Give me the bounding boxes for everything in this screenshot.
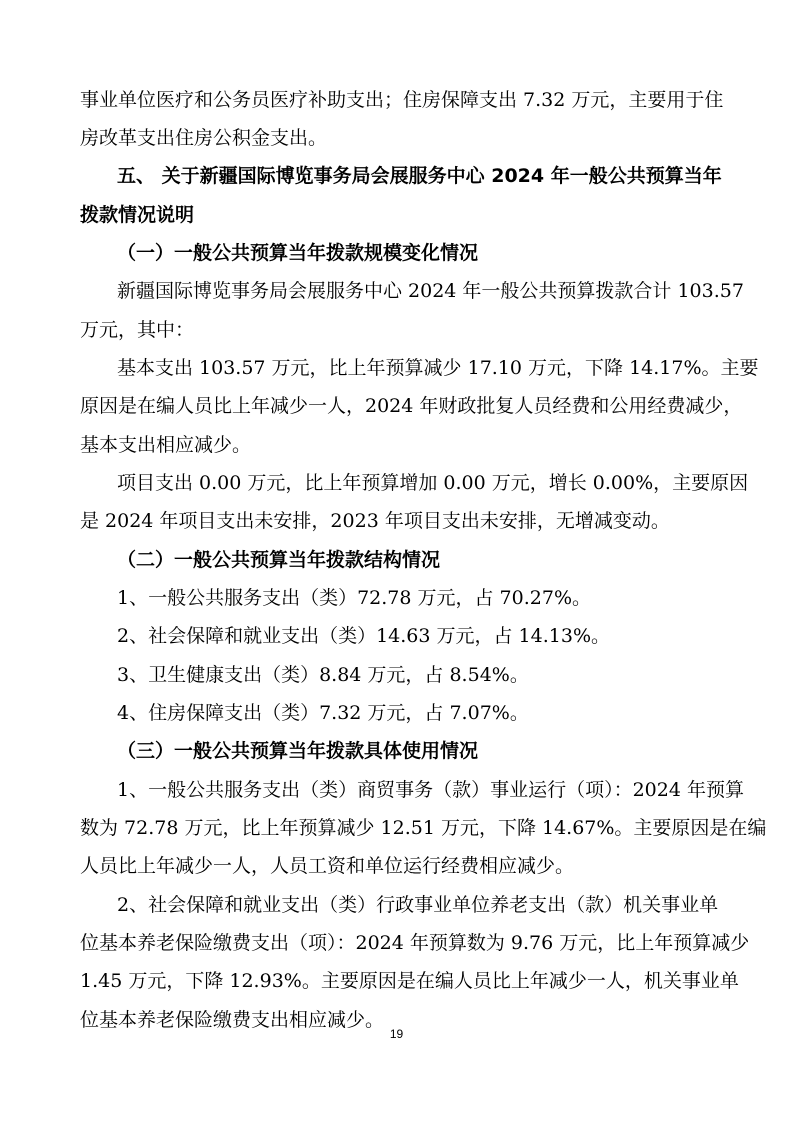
section-heading-continued: 拨款情况说明 <box>80 204 195 226</box>
body-line: 项目支出 0.00 万元，比上年预算增加 0.00 万元，增长 0.00%，主要原因 <box>117 472 749 494</box>
body-line: 是 2024 年项目支出未安排，2023 年项目支出未安排，无增减变动。 <box>80 510 670 532</box>
body-line: 数为 72.78 万元，比上年预算减少 12.51 万元，下降 14.67%。主要原因是在编 <box>80 817 767 839</box>
body-line: 位基本养老保险缴费支出相应减少。 <box>80 1009 385 1031</box>
subsection-heading: （三）一般公共预算当年拨款具体使用情况 <box>117 740 479 762</box>
body-line: 1、一般公共服务支出（类）商贸事务（款）事业运行（项）：2024 年预算 <box>117 779 744 801</box>
list-item: 4、住房保障支出（类）7.32 万元，占 7.07%。 <box>117 702 529 724</box>
body-line: 万元，其中： <box>80 319 195 341</box>
body-line: 新疆国际博览事务局会展服务中心 2024 年一般公共预算拨款合计 103.57 <box>117 280 744 302</box>
section-heading: 五、 关于新疆国际博览事务局会展服务中心 2024 年一般公共预算当年 <box>117 165 722 187</box>
body-line: 人员比上年减少一人，人员工资和单位运行经费相应减少。 <box>80 855 575 877</box>
list-item: 2、社会保障和就业支出（类）14.63 万元，占 14.13%。 <box>117 625 611 647</box>
body-line: 2、社会保障和就业支出（类）行政事业单位养老支出（款）机关事业单 <box>117 894 719 916</box>
body-line: 房改革支出住房公积金支出。 <box>80 127 328 149</box>
subsection-heading: （一）一般公共预算当年拨款规模变化情况 <box>117 242 479 264</box>
body-line: 原因是在编人员比上年减少一人，2024 年财政批复人员经费和公用经费减少， <box>80 395 743 417</box>
list-item: 1、一般公共服务支出（类）72.78 万元，占 70.27%。 <box>117 587 592 609</box>
body-line: 基本支出 103.57 万元，比上年预算减少 17.10 万元，下降 14.17%。主要 <box>117 357 759 379</box>
body-line: 事业单位医疗和公务员医疗补助支出；住房保障支出 7.32 万元，主要用于住 <box>80 89 724 111</box>
page-number: 19 <box>389 1027 404 1041</box>
subsection-heading: （二）一般公共预算当年拨款结构情况 <box>117 549 441 571</box>
body-line: 位基本养老保险缴费支出（项）：2024 年预算数为 9.76 万元，比上年预算减少 <box>80 932 750 954</box>
body-line: 基本支出相应减少。 <box>80 434 252 456</box>
body-line: 1.45 万元，下降 12.93%。主要原因是在编人员比上年减少一人，机关事业单 <box>80 970 739 992</box>
list-item: 3、卫生健康支出（类）8.84 万元，占 8.54%。 <box>117 664 529 686</box>
